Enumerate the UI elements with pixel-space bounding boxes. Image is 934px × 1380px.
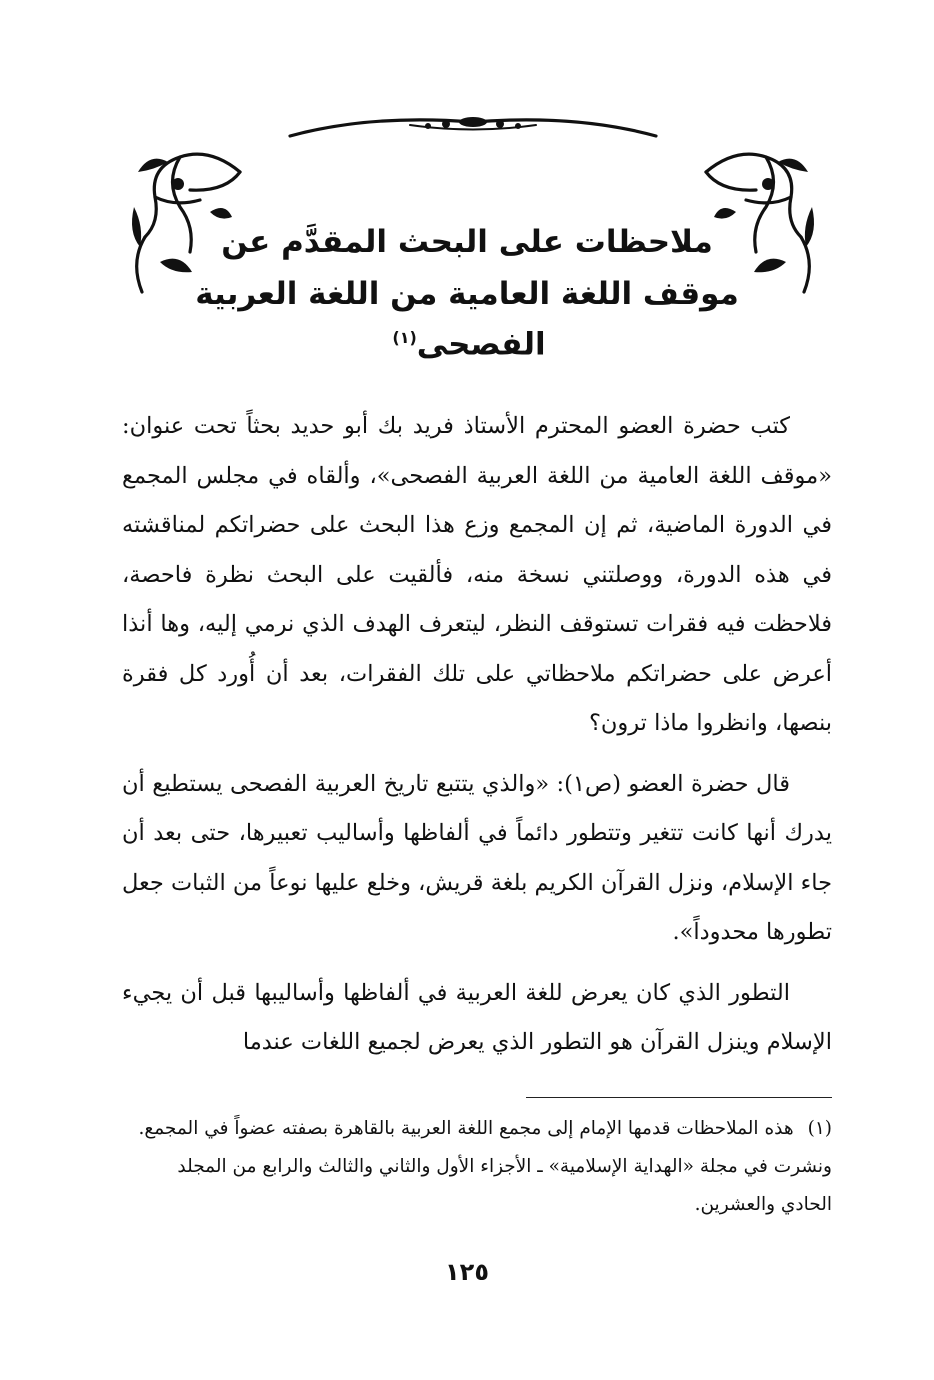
footnote-reference-marker: (١) <box>392 328 417 347</box>
paragraph-1: كتب حضرة العضو المحترم الأستاذ فريد بك أبو حديد بحثاً تحت عنوان: «موقف اللغة العامية من اللغة العربية الفصحى»، وألقاه في مجلس المجمع في الدورة الماضية، ثم إن المجمع وزع هذا البحث على حضراتكم لمناقشته في هذه الدورة، ووصلتني نسخة منه، فألقيت على البحث نظرة فاحصة، فلاحظت فيه فقرات تستوقف النظر، ليتعرف الهدف الذي نرمي إليه، وها أنذا أعرض على حضراتكم ملاحظاتي على تلك الفقرات، بعد أن أُورد كل فقرة بنصها، وانظروا ماذا ترون؟ <box>122 413 832 736</box>
paragraph-3: التطور الذي كان يعرض للغة العربية في ألفاظها وأساليبها قبل أن يجيء الإسلام وينزل القرآن هو التطور الذي يعرض لجميع اللغات عندما <box>122 979 832 1055</box>
body-text <box>122 402 832 1079</box>
footnote-text: هذه الملاحظات قدمها الإمام إلى مجمع اللغة العربية بالقاهرة بصفته عضواً في المجمع. ونشرت في مجلة «الهداية الإسلامية» ـ الأجزاء الأول والثاني والثالث والرابع من المجلد الحادي والعشرين. <box>138 1118 832 1215</box>
page-number: ١٢٥ <box>445 1258 489 1286</box>
paragraph-2: قال حضرة العضو (ص١): «والذي يتتبع تاريخ العربية الفصحى يستطيع أن يدرك أنها كانت تتغير وتتطور دائماً في ألفاظها وأساليب تعبيرها، حتى بعد أن جاء الإسلام، ونزل القرآن الكريم بلغة قريش، وخلع عليها نوعاً من الثبات جعل تطورها محدوداً». <box>122 770 832 945</box>
article-title-line-2 <box>150 272 784 366</box>
footnote-number: (١) <box>807 1118 832 1139</box>
article-title-text: موقف اللغة العامية من اللغة العربية الفصحى <box>195 276 739 363</box>
footnote <box>122 1110 832 1224</box>
footnote-separator <box>526 1097 832 1098</box>
article-title-line-1: ملاحظات على البحث المقدَّم عن <box>221 224 713 260</box>
